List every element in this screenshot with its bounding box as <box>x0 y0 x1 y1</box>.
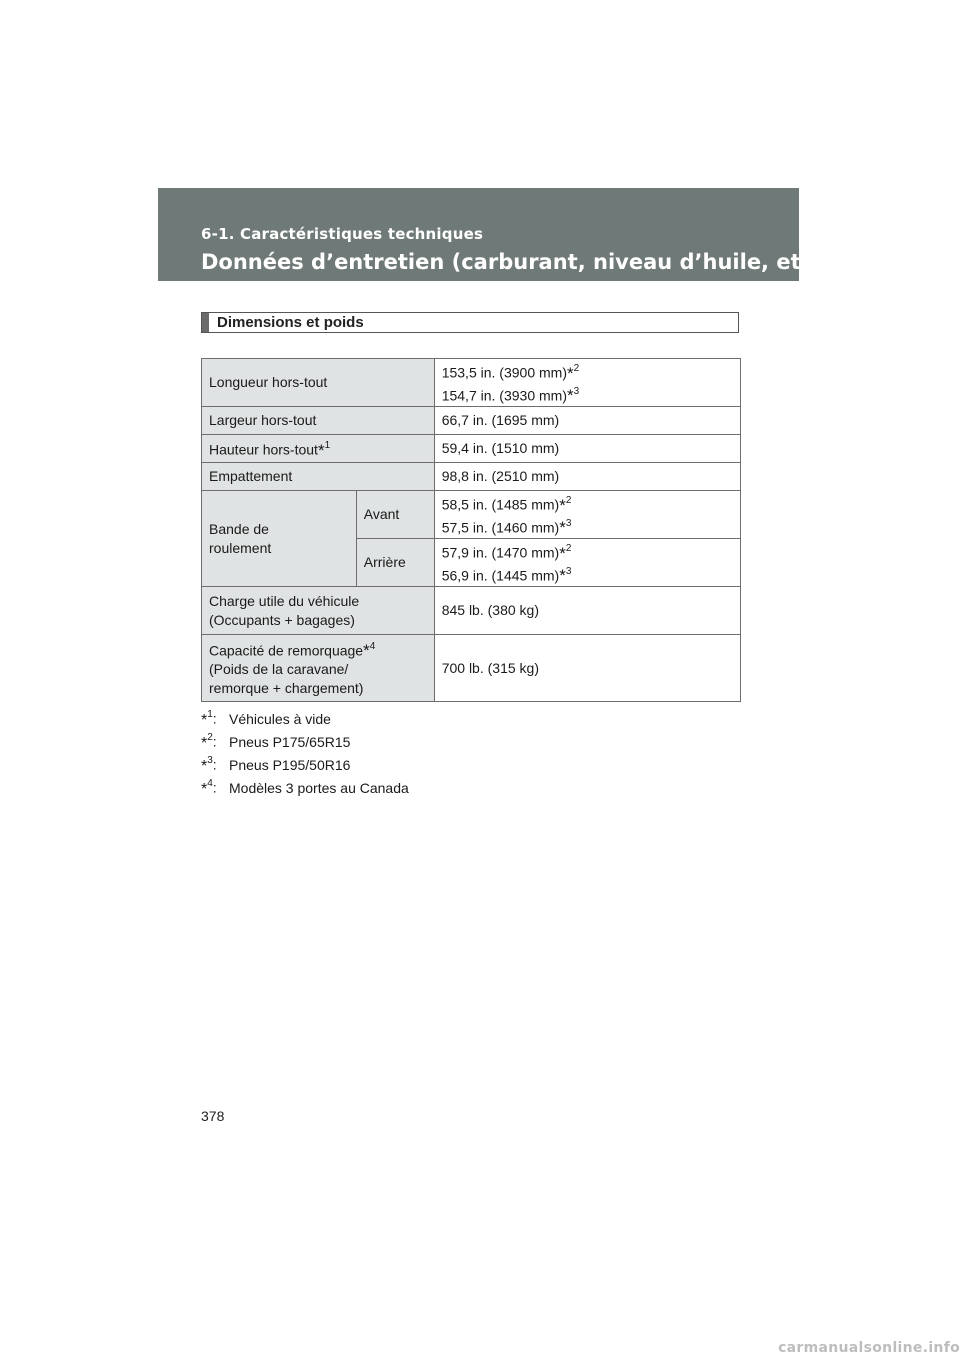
value-text: 59,4 in. (1510 mm) <box>441 440 560 456</box>
label-text: Hauteur hors-tout <box>209 441 318 458</box>
table-row <box>202 463 741 491</box>
footnote-number: 2 <box>207 732 213 744</box>
label-cell <box>202 491 357 587</box>
spec-table <box>201 358 741 702</box>
value-cell <box>434 635 740 702</box>
footnote-ref: 2 <box>565 542 572 554</box>
value-text: 153,5 in. (3900 mm) <box>441 364 567 381</box>
value-text: 57,9 in. (1470 mm) <box>441 544 560 561</box>
value-cell <box>434 491 740 539</box>
value-text: 57,5 in. (1460 mm) <box>441 519 560 536</box>
subheading-box <box>201 312 739 333</box>
label-text: Capacité de remorquage <box>209 642 364 659</box>
table-row <box>202 359 741 407</box>
asterisk-mark: * <box>567 363 574 383</box>
value-cell <box>434 463 740 491</box>
label-text: Charge utile du véhicule <box>209 592 360 609</box>
label-text: (Occupants + bagages) <box>209 611 355 628</box>
asterisk-mark: * <box>201 734 208 752</box>
value-cell <box>434 359 740 407</box>
value-cell <box>434 539 740 587</box>
subheading-bar <box>202 313 209 332</box>
label-text: (Poids de la caravane/ <box>209 661 349 678</box>
page-number: 378 <box>201 1108 225 1124</box>
section-label: 6-1. Caractéristiques techniques <box>201 225 484 243</box>
footnote-item <box>201 752 409 775</box>
table-row <box>202 407 741 435</box>
asterisk-mark: * <box>559 543 566 563</box>
value-text: 154,7 in. (3930 mm) <box>441 387 567 404</box>
label-cell <box>202 463 435 491</box>
asterisk-mark: * <box>567 386 574 406</box>
sublabel-cell <box>356 539 434 587</box>
label-text: Arrière <box>363 554 406 570</box>
footnote-text: Modèles 3 portes au Canada <box>229 780 409 797</box>
label-text: remorque + chargement) <box>209 680 364 697</box>
footnote-item <box>201 775 409 798</box>
value-text: 56,9 in. (1445 mm) <box>441 567 560 584</box>
footnote-marker: *$^3$: <box>201 755 217 775</box>
sublabel-cell <box>356 491 434 539</box>
asterisk-mark: * <box>559 518 566 538</box>
value-text: 845 lb. (380 kg) <box>441 602 539 618</box>
label-cell <box>202 435 435 463</box>
value-cell <box>434 407 740 435</box>
asterisk-mark: * <box>559 566 566 586</box>
label-text: roulement <box>209 539 272 556</box>
value-cell <box>434 435 740 463</box>
asterisk-mark: * <box>201 757 208 775</box>
value-text: 66,7 in. (1695 mm) <box>441 412 560 428</box>
footnote-ref: 2 <box>565 494 572 506</box>
footnote-ref: 3 <box>573 385 580 397</box>
footnote-ref: 2 <box>573 362 580 374</box>
value-text: 98,8 in. (2510 mm) <box>441 468 560 484</box>
footnote-marker: *$^4$: <box>201 778 217 799</box>
asterisk-mark: * <box>201 711 208 729</box>
asterisk-mark: * <box>559 495 566 515</box>
table-row <box>202 435 741 463</box>
footnote-number: 4 <box>207 778 213 790</box>
label-cell <box>202 635 435 702</box>
page-title: Données d’entretien (carburant, niveau d’huile, etc.) <box>201 250 831 274</box>
value-text: 58,5 in. (1485 mm) <box>441 496 560 513</box>
label-text: Longueur hors-tout <box>209 374 328 390</box>
footnote-item <box>201 729 409 752</box>
footnote-number: 3 <box>207 755 213 767</box>
value-text: 700 lb. (315 kg) <box>441 659 539 676</box>
footnote-ref: 3 <box>565 517 572 529</box>
footnote-text: Pneus P175/65R15 <box>229 733 351 750</box>
asterisk-mark: * <box>317 440 325 460</box>
footnote-item <box>201 706 409 729</box>
footnote-ref: 3 <box>565 565 572 577</box>
label-text: Empattement <box>209 468 293 484</box>
label-cell <box>202 587 435 635</box>
footnote-ref: 4 <box>369 640 376 652</box>
footnote-marker: *$^1$: <box>201 709 217 729</box>
footnotes <box>201 706 409 799</box>
footnote-text: Pneus P195/50R16 <box>229 756 351 773</box>
table-row <box>202 491 741 539</box>
footnote-number: 1 <box>207 709 213 720</box>
label-text: Bande de <box>209 520 269 537</box>
footnote-marker: *$^2$: <box>201 732 217 752</box>
label-cell <box>202 407 435 435</box>
watermark: carmanualsonline.info <box>778 1340 960 1356</box>
footnote-ref: 1 <box>324 440 331 452</box>
footnote-text: Véhicules à vide <box>229 710 331 727</box>
asterisk-mark: * <box>201 781 208 799</box>
label-cell <box>202 359 435 407</box>
label-text: Avant <box>363 506 400 522</box>
table-row <box>202 635 741 702</box>
table-row <box>202 587 741 635</box>
value-cell <box>434 587 740 635</box>
subheading-text: Dimensions et poids <box>217 314 364 331</box>
label-text: Largeur hors-tout <box>209 412 317 428</box>
asterisk-mark: * <box>363 641 370 661</box>
